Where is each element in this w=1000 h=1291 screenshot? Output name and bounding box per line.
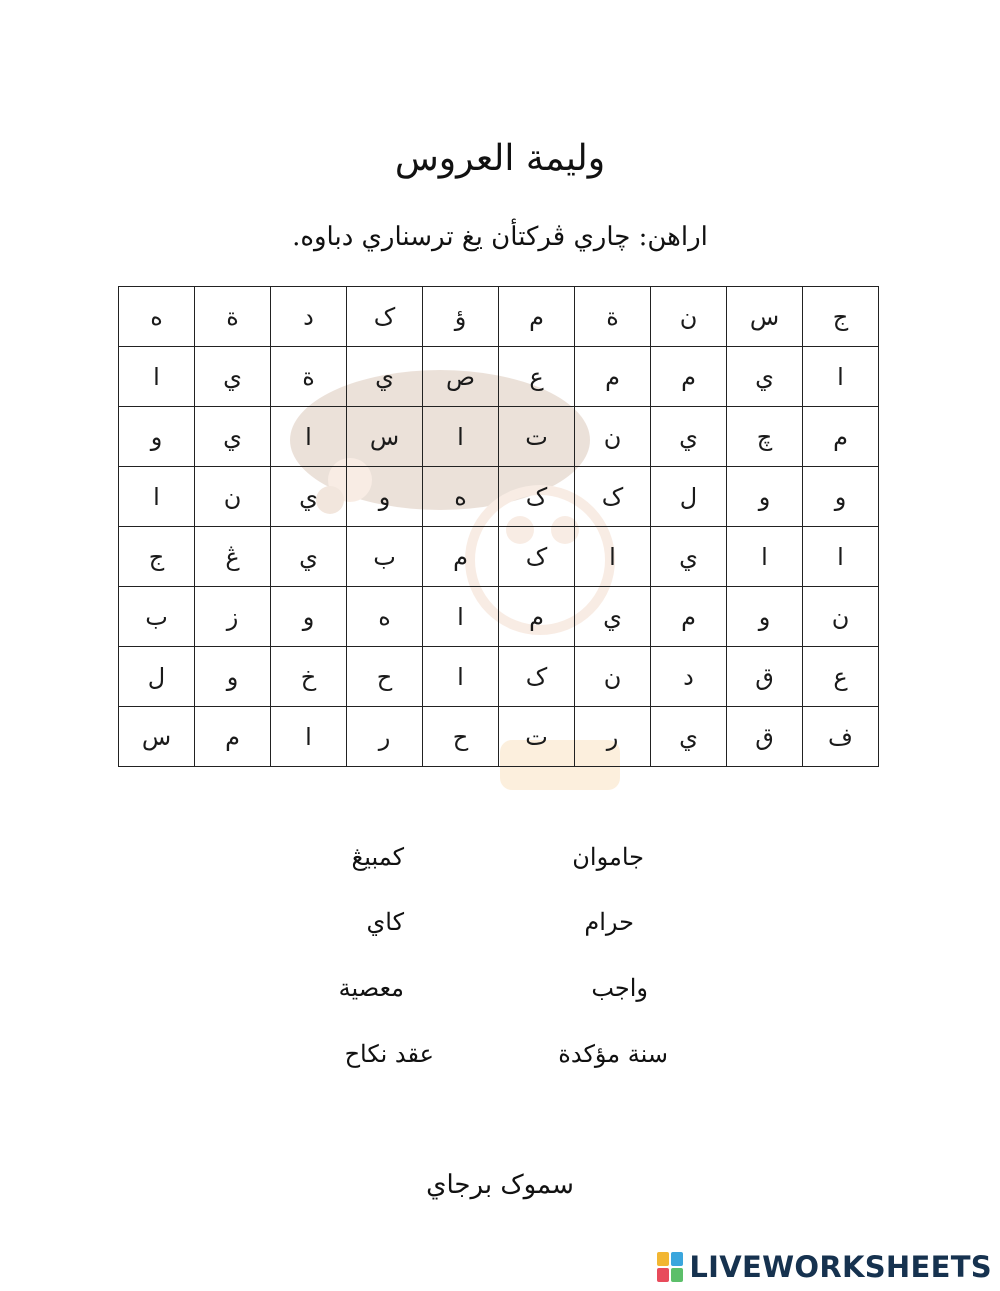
- grid-cell[interactable]: ل: [651, 467, 727, 527]
- grid-cell[interactable]: م: [575, 347, 651, 407]
- word-item: کاي: [366, 908, 404, 936]
- grid-cell[interactable]: ص: [423, 347, 499, 407]
- grid-cell[interactable]: ي: [271, 467, 347, 527]
- grid-cell[interactable]: م: [651, 347, 727, 407]
- grid-cell[interactable]: ا: [119, 347, 195, 407]
- grid-row: [119, 707, 879, 767]
- grid-row: [119, 587, 879, 647]
- grid-cell[interactable]: و: [727, 587, 803, 647]
- grid-cell[interactable]: ک: [499, 527, 575, 587]
- grid-cell[interactable]: ي: [727, 347, 803, 407]
- grid-cell[interactable]: ا: [803, 347, 879, 407]
- grid-cell[interactable]: ب: [347, 527, 423, 587]
- grid-cell[interactable]: ع: [803, 647, 879, 707]
- grid-cell[interactable]: د: [271, 287, 347, 347]
- grid-row: [119, 287, 879, 347]
- grid-row: [119, 467, 879, 527]
- grid-cell[interactable]: ح: [347, 647, 423, 707]
- grid-row: [119, 647, 879, 707]
- grid-cell[interactable]: ق: [727, 707, 803, 767]
- grid-cell[interactable]: ي: [651, 527, 727, 587]
- grid-cell[interactable]: س: [119, 707, 195, 767]
- grid-cell[interactable]: ق: [727, 647, 803, 707]
- grid-cell[interactable]: ا: [727, 527, 803, 587]
- grid-cell[interactable]: م: [499, 287, 575, 347]
- grid-cell[interactable]: و: [271, 587, 347, 647]
- word-item: کمبيڠ: [351, 843, 404, 871]
- grid-cell[interactable]: ف: [803, 707, 879, 767]
- word-item: واجب: [591, 974, 648, 1002]
- grid-cell[interactable]: ن: [195, 467, 271, 527]
- grid-cell[interactable]: س: [347, 407, 423, 467]
- grid-cell[interactable]: ا: [423, 587, 499, 647]
- instruction-text: اراهن: چاري ڤركتأن يغ ترسناري دباوه.: [292, 222, 708, 252]
- liveworksheets-logo: [657, 1250, 992, 1284]
- grid-cell[interactable]: ب: [119, 587, 195, 647]
- grid-cell[interactable]: ه: [347, 587, 423, 647]
- grid-cell[interactable]: و: [727, 467, 803, 527]
- grid-cell[interactable]: و: [803, 467, 879, 527]
- grid-cell[interactable]: م: [195, 707, 271, 767]
- grid-cell[interactable]: ز: [195, 587, 271, 647]
- footer-text: سموک برجاي: [426, 1170, 574, 1200]
- grid-cell[interactable]: ي: [347, 347, 423, 407]
- grid-cell[interactable]: ؤ: [423, 287, 499, 347]
- word-item: حرام: [584, 908, 634, 936]
- grid-cell[interactable]: ج: [803, 287, 879, 347]
- grid-cell[interactable]: ع: [499, 347, 575, 407]
- grid-cell[interactable]: ا: [271, 407, 347, 467]
- grid-cell[interactable]: ڠ: [195, 527, 271, 587]
- grid-cell[interactable]: ا: [271, 707, 347, 767]
- grid-cell[interactable]: م: [499, 587, 575, 647]
- grid-cell[interactable]: م: [803, 407, 879, 467]
- word-item: معصية: [338, 974, 404, 1002]
- grid-cell[interactable]: ي: [575, 587, 651, 647]
- grid-cell[interactable]: ج: [119, 527, 195, 587]
- grid-cell[interactable]: ح: [423, 707, 499, 767]
- grid-cell[interactable]: ک: [499, 467, 575, 527]
- grid-row: [119, 527, 879, 587]
- grid-cell[interactable]: و: [347, 467, 423, 527]
- grid-cell[interactable]: خ: [271, 647, 347, 707]
- grid-cell[interactable]: ي: [195, 347, 271, 407]
- grid-cell[interactable]: ت: [499, 707, 575, 767]
- grid-cell[interactable]: ن: [651, 287, 727, 347]
- grid-cell[interactable]: ک: [575, 467, 651, 527]
- grid-cell[interactable]: ة: [575, 287, 651, 347]
- word-search-grid: [118, 286, 879, 767]
- grid-cell[interactable]: چ: [727, 407, 803, 467]
- grid-cell[interactable]: و: [195, 647, 271, 707]
- word-item: سنة مؤكدة: [558, 1040, 668, 1068]
- grid-cell[interactable]: س: [727, 287, 803, 347]
- grid-cell[interactable]: ي: [651, 707, 727, 767]
- grid-cell[interactable]: ي: [651, 407, 727, 467]
- grid-row: [119, 347, 879, 407]
- grid-cell[interactable]: ن: [575, 407, 651, 467]
- grid-cell[interactable]: م: [423, 527, 499, 587]
- grid-cell[interactable]: ي: [195, 407, 271, 467]
- grid-cell[interactable]: ن: [803, 587, 879, 647]
- grid-cell[interactable]: م: [651, 587, 727, 647]
- word-item: جاموان: [572, 843, 644, 871]
- grid-cell[interactable]: ة: [271, 347, 347, 407]
- grid-cell[interactable]: ک: [499, 647, 575, 707]
- grid-cell[interactable]: ر: [347, 707, 423, 767]
- word-item: عقد نکاح: [344, 1040, 434, 1068]
- grid-row: [119, 407, 879, 467]
- grid-cell[interactable]: ه: [119, 287, 195, 347]
- grid-cell[interactable]: ا: [575, 527, 651, 587]
- grid-cell[interactable]: ک: [347, 287, 423, 347]
- grid-cell[interactable]: و: [119, 407, 195, 467]
- grid-cell[interactable]: ي: [271, 527, 347, 587]
- grid-cell[interactable]: ر: [575, 707, 651, 767]
- brand-name: LIVEWORKSHEETS: [689, 1250, 992, 1284]
- grid-cell[interactable]: ا: [423, 407, 499, 467]
- liveworksheets-icon: [657, 1252, 683, 1282]
- grid-cell[interactable]: ا: [119, 467, 195, 527]
- grid-cell[interactable]: ا: [803, 527, 879, 587]
- grid-cell[interactable]: ة: [195, 287, 271, 347]
- grid-cell[interactable]: ن: [575, 647, 651, 707]
- grid-cell[interactable]: ا: [423, 647, 499, 707]
- grid-cell[interactable]: ل: [119, 647, 195, 707]
- page-title: وليمة العروس: [394, 138, 606, 179]
- grid-cell[interactable]: ت: [499, 407, 575, 467]
- grid-cell[interactable]: ه: [423, 467, 499, 527]
- grid-cell[interactable]: د: [651, 647, 727, 707]
